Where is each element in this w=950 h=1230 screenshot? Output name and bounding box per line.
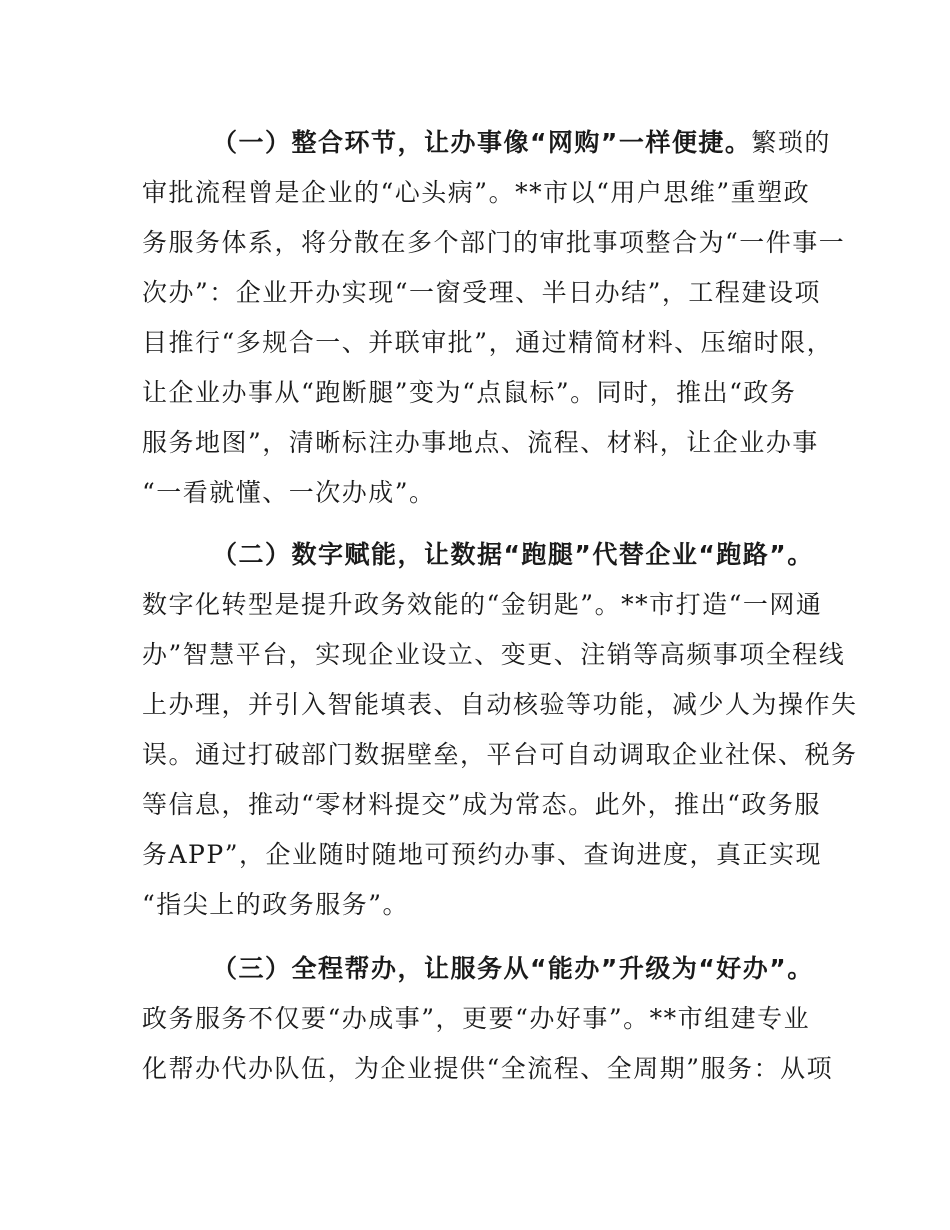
section-2-text-line-1: 数字化转型是提升政务效能的“金钥匙”。**市打造“一网通 [142, 590, 823, 619]
section-2-text-line-2: 办”智慧平台，实现企业设立、变更、注销等高频事项全程线 [142, 640, 846, 669]
section-3-text-line-2: 化帮办代办队伍，为企业提供“全流程、全周期”服务：从项 [142, 1054, 834, 1083]
section-3-text-line-1: 政务服务不仅要“办成事”，更要“办好事”。**市组建专业 [142, 1004, 811, 1033]
section-2-text-line-6: 务APP”，企业随时随地可预约办事、查询进度，真正实现 [142, 840, 822, 869]
section-1-text-line-1: 繁琐的 [751, 128, 831, 157]
section-2-text-line-4: 误。通过打破部门数据壁垒，平台可自动调取企业社保、税务 [142, 740, 858, 769]
section-1-heading: （一）整合环节，让办事像“网购”一样便捷。 [212, 128, 752, 157]
section-2-heading: （二）数字赋能，让数据“跑腿”代替企业“跑路”。 [212, 540, 814, 569]
section-2-text-line-7: “指尖上的政务服务”。 [142, 890, 410, 919]
section-2-text-line-3: 上办理，并引入智能填表、自动核验等功能，减少人为操作失 [142, 690, 858, 719]
section-1-text-line-4: 次办”：企业开办实现“一窗受理、半日办结”，工程建设项 [142, 278, 821, 307]
section-3-heading: （三）全程帮办，让服务从“能办”升级为“好办”。 [212, 954, 814, 983]
section-1-text-line-2: 审批流程曾是企业的“心头病”。**市以“用户思维”重塑政 [142, 178, 811, 207]
section-1-first-line [212, 126, 882, 160]
section-1-text-line-5: 目推行“多规合一、并联审批”，通过精简材料、压缩时限， [142, 328, 834, 357]
section-1-text-line-8: “一看就懂、一次办成”。 [142, 478, 436, 507]
section-1-text-line-7: 服务地图”，清晰标注办事地点、流程、材料，让企业办事 [142, 428, 819, 457]
section-1-text-line-6: 让企业办事从“跑断腿”变为“点鼠标”。同时，推出“政务 [142, 378, 797, 407]
section-2-text-line-5: 等信息，推动“零材料提交”成为常态。此外，推出“政务服 [142, 790, 821, 819]
section-1-text-line-3: 务服务体系，将分散在多个部门的审批事项整合为“一件事一 [142, 228, 846, 257]
